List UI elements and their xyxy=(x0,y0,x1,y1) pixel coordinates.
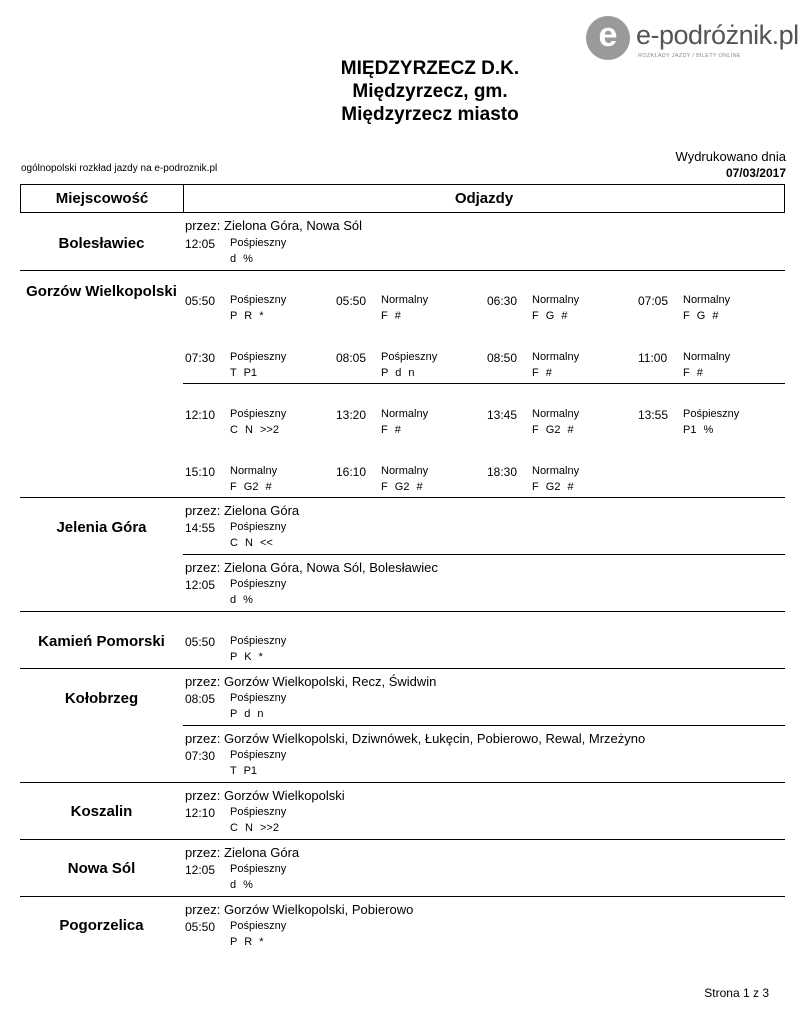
train-category: Pośpieszny xyxy=(230,294,287,306)
place-name: Bolesławiec xyxy=(58,235,145,252)
departure-time: 15:10 xyxy=(185,465,216,479)
train-category: Normalny xyxy=(230,465,278,477)
train-category: Pośpieszny xyxy=(230,806,287,818)
train-marks: C N >>2 xyxy=(230,424,279,436)
place-name: Kołobrzeg xyxy=(64,690,139,707)
train-marks: F G # xyxy=(532,310,568,322)
train-marks: P R * xyxy=(230,936,264,948)
departure-time: 12:05 xyxy=(185,578,216,592)
row-divider xyxy=(20,497,785,498)
logo-subtitle: ROZKŁADY JAZDY / BILETY ONLINE xyxy=(638,53,741,59)
via-text: przez: Gorzów Wielkopolski, Dziwnówek, Łukęcin, Pobierowo, Rewal, Mrzeżyno xyxy=(185,731,646,746)
row-divider xyxy=(20,839,785,840)
train-marks: F # xyxy=(381,424,401,436)
printed-info xyxy=(676,148,786,182)
train-marks: F G2 # xyxy=(230,481,272,493)
place-name: Jelenia Góra xyxy=(56,519,147,536)
departure-time: 12:10 xyxy=(185,806,216,820)
train-category: Normalny xyxy=(532,351,580,363)
train-category: Normalny xyxy=(532,465,580,477)
train-category: Pośpieszny xyxy=(230,863,287,875)
table-header xyxy=(20,184,785,213)
place-name: Gorzów Wielkopolski xyxy=(26,283,177,300)
train-category: Pośpieszny xyxy=(230,521,287,533)
train-marks: F G2 # xyxy=(532,424,574,436)
train-category: Pośpieszny xyxy=(230,749,287,761)
departure-time: 12:05 xyxy=(185,237,216,251)
train-marks: F G2 # xyxy=(381,481,423,493)
departure-time: 05:50 xyxy=(185,635,216,649)
departure-time: 05:50 xyxy=(185,920,216,934)
train-category: Pośpieszny xyxy=(230,920,287,932)
train-marks: F # xyxy=(381,310,401,322)
train-category: Normalny xyxy=(532,294,580,306)
departure-time: 05:50 xyxy=(185,294,216,308)
train-category: Normalny xyxy=(683,351,731,363)
train-marks: P K * xyxy=(230,651,263,663)
departure-time: 13:45 xyxy=(487,408,518,422)
train-category: Pośpieszny xyxy=(683,408,740,420)
page-number: Strona 1 z 3 xyxy=(704,986,769,1000)
place-name: Nowa Sól xyxy=(67,860,136,877)
train-marks: d % xyxy=(230,879,253,891)
departure-time: 08:05 xyxy=(336,351,367,365)
source-note: ogólnopolski rozkład jazdy na e-podroznik.pl xyxy=(21,163,218,174)
logo-e-icon: e xyxy=(586,16,630,60)
departure-time: 05:50 xyxy=(336,294,367,308)
stop-name: MIĘDZYRZECZ D.K. xyxy=(340,58,520,79)
row-divider xyxy=(20,270,785,271)
train-category: Normalny xyxy=(683,294,731,306)
train-category: Pośpieszny xyxy=(230,635,287,647)
train-marks: C N >>2 xyxy=(230,822,279,834)
departure-time: 06:30 xyxy=(487,294,518,308)
train-marks: d % xyxy=(230,253,253,265)
departure-time: 18:30 xyxy=(487,465,518,479)
train-marks: F # xyxy=(683,367,703,379)
train-category: Normalny xyxy=(532,408,580,420)
place-name: Pogorzelica xyxy=(59,917,144,934)
departure-time: 13:55 xyxy=(638,408,669,422)
train-category: Pośpieszny xyxy=(381,351,438,363)
train-marks: F G2 # xyxy=(532,481,574,493)
via-text: przez: Zielona Góra, Nowa Sól, Bolesławiec xyxy=(185,560,438,575)
departure-time: 07:30 xyxy=(185,749,216,763)
train-marks: F # xyxy=(532,367,552,379)
page-title xyxy=(0,57,807,126)
train-marks: P1 % xyxy=(683,424,714,436)
train-category: Pośpieszny xyxy=(230,408,287,420)
via-text: przez: Zielona Góra xyxy=(185,503,300,518)
via-text: przez: Zielona Góra xyxy=(185,845,300,860)
municipality: Międzyrzecz, gm. xyxy=(352,81,508,102)
train-marks: T P1 xyxy=(230,765,258,777)
row-divider xyxy=(20,668,785,669)
via-text: przez: Gorzów Wielkopolski, Pobierowo xyxy=(185,902,414,917)
departure-time: 13:20 xyxy=(336,408,367,422)
departure-time: 12:05 xyxy=(185,863,216,877)
train-category: Normalny xyxy=(381,294,429,306)
train-marks: P d n xyxy=(230,708,264,720)
train-category: Normalny xyxy=(381,465,429,477)
column-header-departures: Odjazdy xyxy=(454,190,514,207)
train-marks: C N << xyxy=(230,537,273,549)
train-marks: P R * xyxy=(230,310,264,322)
train-marks: P d n xyxy=(381,367,415,379)
train-category: Pośpieszny xyxy=(230,578,287,590)
via-text: przez: Gorzów Wielkopolski xyxy=(185,788,345,803)
printed-label: Wydrukowano dnia xyxy=(675,149,786,164)
via-text: przez: Gorzów Wielkopolski, Recz, Świdwin xyxy=(185,674,437,689)
train-category: Normalny xyxy=(381,408,429,420)
column-header-place: Miejscowość xyxy=(21,185,184,212)
via-text: przez: Zielona Góra, Nowa Sól xyxy=(185,218,363,233)
group-divider xyxy=(183,383,785,384)
row-divider xyxy=(20,611,785,612)
train-marks: F G # xyxy=(683,310,719,322)
departure-time: 07:30 xyxy=(185,351,216,365)
town: Międzyrzecz miasto xyxy=(341,104,519,125)
train-category: Pośpieszny xyxy=(230,237,287,249)
group-divider xyxy=(183,554,785,555)
group-divider xyxy=(183,725,785,726)
place-name: Koszalin xyxy=(70,803,133,820)
logo-text: e-podróżnik.pl xyxy=(636,20,799,50)
departure-time: 12:10 xyxy=(185,408,216,422)
departure-time: 07:05 xyxy=(638,294,669,308)
departure-time: 16:10 xyxy=(336,465,367,479)
train-marks: d % xyxy=(230,594,253,606)
place-name: Kamień Pomorski xyxy=(38,633,165,650)
departure-time: 14:55 xyxy=(185,521,216,535)
row-divider xyxy=(20,896,785,897)
departure-time: 08:50 xyxy=(487,351,518,365)
train-category: Pośpieszny xyxy=(230,351,287,363)
train-marks: T P1 xyxy=(230,367,258,379)
printed-date: 07/03/2017 xyxy=(725,166,786,180)
train-category: Pośpieszny xyxy=(230,692,287,704)
departure-time: 08:05 xyxy=(185,692,216,706)
row-divider xyxy=(20,782,785,783)
departure-time: 11:00 xyxy=(638,351,668,365)
